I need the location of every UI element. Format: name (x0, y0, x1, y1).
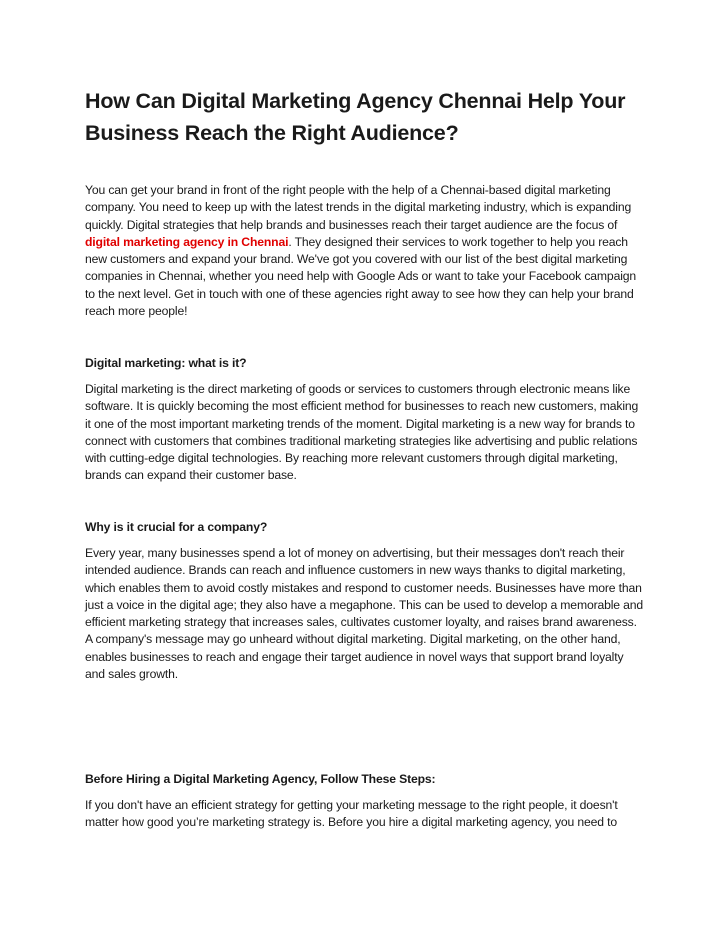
section-body-before-hiring: If you don't have an efficient strategy for getting your marketing message to the right people, it doesn't matter how good you’re marketing strategy is. Before you hire a digital marketing agency, you need to (85, 798, 618, 830)
title-line-2: Business Reach the Right Audience? (85, 121, 459, 145)
page-title (85, 85, 645, 149)
section-heading-what-is-it: Digital marketing: what is it? (85, 356, 247, 370)
intro-paragraph (85, 182, 645, 320)
section-heading-why-crucial: Why is it crucial for a company? (85, 520, 268, 534)
intro-text-before: You can get your brand in front of the right people with the help of a Chennai-based digital marketing company. You need to keep up with the latest trends in the digital marketing industry, which is expanding quickly. Digital strategies that help brands and businesses reach their target audience are the focus of (85, 183, 632, 232)
section-body-what-is-it: Digital marketing is the direct marketing of goods or services to customers through electronic means like software. It is quickly becoming the most efficient method for businesses to reach new customers, making it one of the most important marketing trends of the moment. Digital marketing is a new way for brands to connect with customers that combines traditional marketing strategies like advertising and public relations with cutting-edge digital technologies. By reaching more relevant customers through digital marketing, brands can expand their customer base. (85, 382, 639, 483)
title-line-1: How Can Digital Marketing Agency Chennai Help Your (85, 89, 626, 113)
section-body-why-crucial: Every year, many businesses spend a lot of money on advertising, but their messages don't reach their intended audience. Brands can reach and influence customers in new ways thanks to digital marketing, which enables them to avoid costly mistakes and respond to customer needs. Businesses have more than just a voice in the digital age; they also have a megaphone. This can be used to develop a memorable and efficient marketing strategy that increases sales, cultivates customer loyalty, and raises brand awareness. A company's message may go unheard without digital marketing. Digital marketing, on the other hand, enables businesses to reach and engage their target audience in novel ways that support brand loyalty and sales growth. (85, 546, 644, 682)
agency-link[interactable]: digital marketing agency in Chennai (85, 234, 289, 249)
section-heading-before-hiring: Before Hiring a Digital Marketing Agency, Follow These Steps: (85, 772, 436, 786)
intro-text-after: . They designed their services to work together to help you reach new customers and expand your brand. We've got you covered with our list of the best digital marketing companies in Chennai, whether you need help with Google Ads or want to take your Facebook campaign to the next level. Get in touch with one of these agencies right away to see how they can help your brand reach more people! (85, 234, 637, 319)
